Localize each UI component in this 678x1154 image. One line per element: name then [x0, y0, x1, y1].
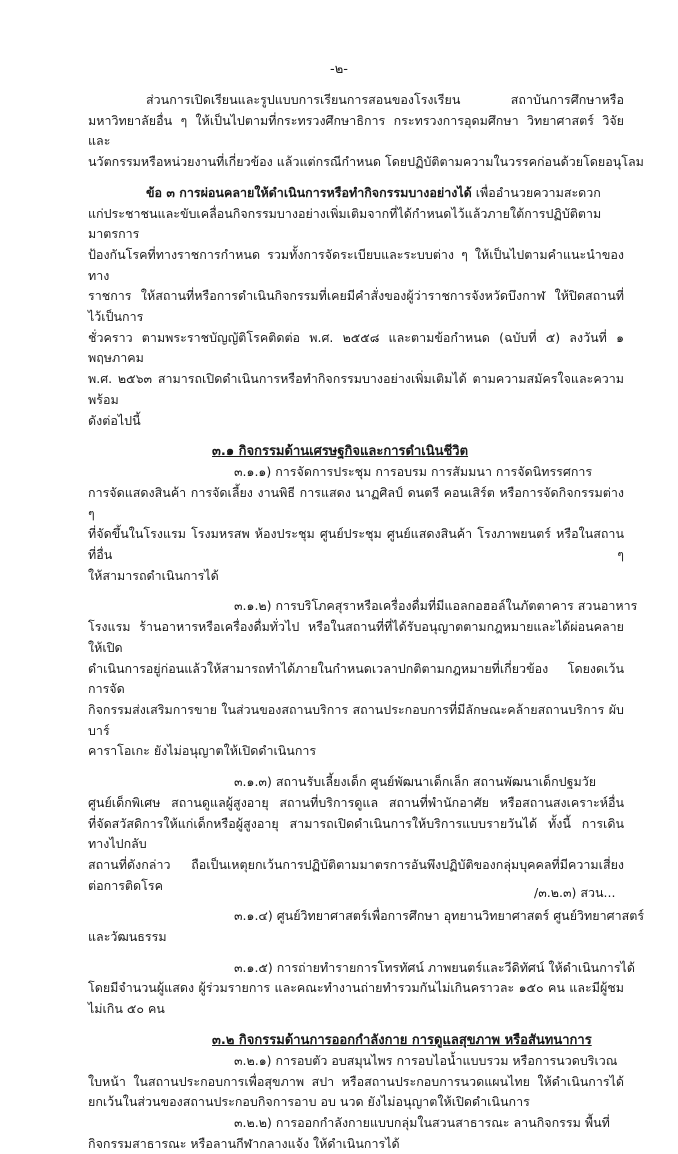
item-3-1-1: [88, 462, 624, 586]
section-3-title: ข้อ ๓ การผ่อนคลายให้ดำเนินการหรือทำกิจกรรมบางอย่างได้: [146, 184, 472, 200]
paragraph-line: ราชการ ให้สถานที่หรือการดำเนินกิจกรรมที่เคยมีคำสั่งของผู้ว่าราชการจังหวัดบึงกาฬ ให้ปิดสถานที่ไว้เป็นการ: [88, 288, 624, 325]
section-3-1-heading: ๓.๑ กิจกรรมด้านเศรษฐกิจและการดำเนินชีวิต: [212, 444, 469, 460]
paragraph-line: ดำเนินการอยู่ก่อนแล้วให้สามารถทำได้ภายในกำหนดเวลาปกติตามกฎหมายที่เกี่ยวข้อง โดยงดเว้นการจัด: [88, 660, 624, 697]
paragraph-line: พ.ศ. ๒๕๖๓ สามารถเปิดดำเนินการหรือทำกิจกรรมบางอย่างเพิ่มเติมได้ ตามความสมัครใจและความพร้อม: [88, 371, 624, 407]
paragraph-line: ส่วนการเปิดเรียนและรูปแบบการเรียนการสอนของโรงเรียน สถาบันการศึกษาหรือ: [146, 92, 624, 107]
paragraph-line: ศูนย์เด็กพิเศษ สถานดูแลผู้สูงอายุ สถานที่บริการดูแล สถานที่พำนักอาศัย หรือสถานสงเคราะห์อื่น: [88, 794, 624, 810]
item-3-1-4: [88, 906, 645, 947]
paragraph-line: ชั่วคราว ตามพระราชบัญญัติโรคติดต่อ พ.ศ. ๒๕๕๘ และตามข้อกำหนด (ฉบับที่ ๕) ลงวันที่ ๑ พฤษภาคม: [88, 329, 624, 366]
paragraph-line: การจัดแสดงสินค้า การจัดเลี้ยง งานพิธี การแสดง นาฏศิลป์ ดนตรี คอนเสิร์ต หรือการจัดกิจกรรมต่าง ๆ: [88, 484, 624, 521]
section-3-2-heading: ๓.๒ กิจกรรมด้านการออกกำลังกาย การดูแลสุขภาพ หรือสันทนาการ: [212, 1032, 592, 1048]
paragraph-line: ต่อการติดโรค: [88, 877, 163, 893]
item-first-line: ๓.๒.๑) การอบตัว อบสมุนไพร การอบไอน้ำแบบรวม หรือการนวดบริเวณ: [234, 1052, 618, 1068]
paragraph-line: ใบหน้า ในสถานประกอบการเพื่อสุขภาพ สปา หรือสถานประกอบการนวดแผนไทย ให้ดำเนินการได้: [88, 1073, 624, 1089]
paragraph-line: ให้สามารถดำเนินการได้: [88, 567, 219, 583]
item-3-1-2: [88, 596, 638, 762]
paragraph-line: นวัตกรรมหรือหน่วยงานที่เกี่ยวข้อง แล้วแต่กรณีกำหนด โดยปฏิบัติตามความในวรรคก่อนด้วยโดยอนุโลม: [88, 154, 644, 170]
paragraph-line: กิจกรรมสาธารณะ หรือลานกีฬากลางแจ้ง ให้ดำเนินการได้: [88, 1135, 400, 1151]
section-3-first-line: [88, 183, 624, 204]
document-body: [88, 90, 645, 1154]
section-3-intro: เพื่ออำนวยความสะดวก: [471, 184, 601, 200]
section-3: [88, 183, 624, 431]
paragraph-line: สถานที่ดังกล่าว ถือเป็นเหตุยกเว้นการปฏิบัติตามมาตรการอันพึงปฏิบัติของกลุ่มบุคคลที่มีความเสี่ยง: [88, 856, 624, 872]
paragraph-line: คาราโอเกะ ยังไม่อนุญาตให้เปิดดำเนินการ: [88, 743, 317, 759]
continuation-marker: /๓.๒.๓) สวน...: [534, 885, 616, 900]
item-first-line: ๓.๑.๒) การบริโภคสุราหรือเครื่องดื่มที่มีแอลกอฮอล์ในภัตตาคาร สวนอาหาร: [234, 598, 638, 614]
item-first-line: ๓.๒.๒) การออกกำลังกายแบบกลุ่มในสวนสาธารณะ ลานกิจกรรม พื้นที่: [234, 1114, 610, 1130]
paragraph-line: ดังต่อไปนี้: [88, 412, 141, 428]
paragraph-line: ยกเว้นในส่วนของสถานประกอบกิจการอาบ อบ นวด ยังไม่อนุญาตให้เปิดดำเนินการ: [88, 1094, 530, 1110]
item-first-line: ๓.๑.๔) ศูนย์วิทยาศาสตร์เพื่อการศึกษา อุทยานวิทยาศาสตร์ ศูนย์วิทยาศาสตร์: [234, 908, 645, 924]
item-first-line: ๓.๑.๓) สถานรับเลี้ยงเด็ก ศูนย์พัฒนาเด็กเล็ก สถานพัฒนาเด็กปฐมวัย: [234, 774, 597, 790]
paragraph-line: ป้องกันโรคที่ทางราชการกำหนด รวมทั้งการจัดระเบียบและระบบต่าง ๆ ให้เป็นไปตามคำแนะนำของทาง: [88, 246, 624, 283]
item-3-2-1: [88, 1051, 624, 1113]
paragraph-line: โรงแรม ร้านอาหารหรือเครื่องดื่มทั่วไป หรือในสถานที่ที่ได้รับอนุญาตตามกฎหมายและได้ผ่อนคลายให้เปิด: [88, 619, 624, 655]
intro-paragraph: [88, 90, 644, 173]
paragraph-line: แก่ประชาชนและขับเคลื่อนกิจกรรมบางอย่างเพิ่มเติมจากที่ได้กำหนดไว้แล้วภายใต้การปฏิบัติตามมาตรการ: [88, 205, 602, 242]
item-3-1-5: [88, 958, 635, 1020]
paragraph-line: และวัฒนธรรม: [88, 929, 167, 945]
paragraph-line: กิจกรรมส่งเสริมการขาย ในส่วนของสถานบริการ สถานประกอบการที่มีลักษณะคล้ายสถานบริการ ผับ บาร์: [88, 701, 624, 738]
item-first-line: ๓.๑.๕) การถ่ายทำรายการโทรทัศน์ ภาพยนตร์และวีดิทัศน์ ให้ดำเนินการได้: [234, 959, 635, 975]
paragraph-line: โดยมีจำนวนผู้แสดง ผู้ร่วมรายการ และคณะทำงานถ่ายทำรวมกันไม่เกินคราวละ ๑๕๐ คน และมีผู้ชม: [88, 980, 624, 996]
item-3-1-3: [88, 772, 624, 896]
paragraph-line: ที่จัดขึ้นในโรงแรม โรงมหรสพ ห้องประชุม ศูนย์ประชุม ศูนย์แสดงสินค้า โรงภาพยนตร์ หรือในสถานที่อื่น ๆ: [88, 526, 624, 563]
item-first-line: ๓.๑.๑) การจัดการประชุม การอบรม การสัมมนา การจัดนิทรรศการ: [234, 464, 593, 480]
page-number: -๒-: [330, 62, 348, 77]
paragraph-line: มหาวิทยาลัยอื่น ๆ ให้เป็นไปตามที่กระทรวงศึกษาธิการ กระทรวงการอุดมศึกษา วิทยาศาสตร์ วิจัย และ: [88, 112, 624, 149]
paragraph-line: ไม่เกิน ๕๐ คน: [88, 1001, 165, 1017]
item-3-2-2: [88, 1113, 624, 1154]
paragraph-line: ที่จัดสวัสดิการให้แก่เด็กหรือผู้สูงอายุ สามารถเปิดดำเนินการให้บริการแบบรายวันได้ ทั้งนี้ การเดินทางไปกลับ: [88, 815, 624, 852]
